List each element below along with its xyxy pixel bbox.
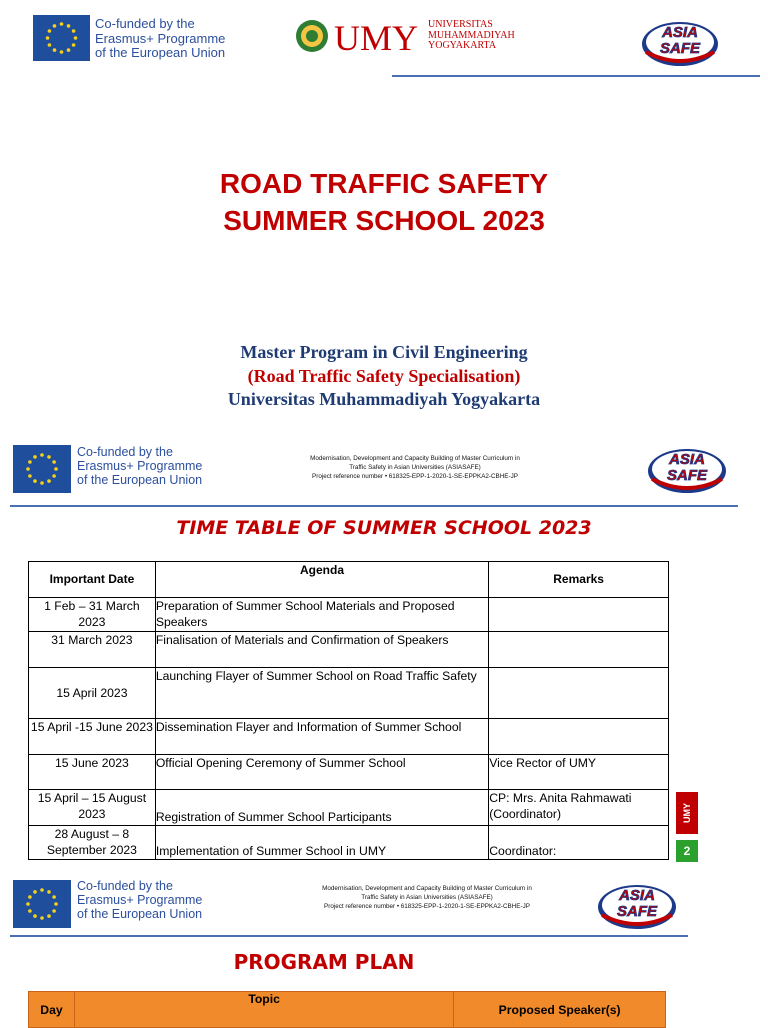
agenda-cell: Finalisation of Materials and Confirmation of Speakers xyxy=(155,632,488,668)
program-plan-title: PROGRAM PLAN xyxy=(233,950,415,974)
column-header-speaker: Proposed Speaker(s) xyxy=(454,992,666,1028)
header-rule-1 xyxy=(392,75,760,77)
header-page1 xyxy=(0,0,768,80)
umy-side-tab xyxy=(676,792,698,834)
svg-text:SAFE: SAFE xyxy=(666,467,708,484)
table-row xyxy=(29,790,669,826)
date-cell: 31 March 2023 xyxy=(29,632,156,668)
remarks-cell: CP: Mrs. Anita Rahmawati (Coordinator) xyxy=(489,790,669,826)
agenda-cell: Official Opening Ceremony of Summer School xyxy=(155,755,488,790)
remarks-cell xyxy=(489,719,669,755)
table-row xyxy=(29,598,669,632)
header-page2 xyxy=(0,440,768,510)
page-number: 2 xyxy=(683,844,691,858)
eu-line-3: of the European Union xyxy=(95,45,226,61)
asia-safe-logo xyxy=(640,12,720,70)
umy-name-block xyxy=(428,20,515,52)
svg-text:SAFE: SAFE xyxy=(616,903,658,920)
svg-text:ASIA: ASIA xyxy=(669,451,705,468)
remarks-cell xyxy=(489,632,669,668)
date-cell: 15 April -15 June 2023 xyxy=(29,719,156,755)
date-cell: 1 Feb – 31 March 2023 xyxy=(29,598,156,632)
umy-line-3: YOGYAKARTA xyxy=(428,40,497,51)
date-cell: 15 June 2023 xyxy=(29,755,156,790)
column-header-topic: Topic xyxy=(74,992,453,1028)
svg-text:ASIA: ASIA xyxy=(619,887,655,904)
eu-cofunded-text xyxy=(77,879,202,921)
eu-flag-icon xyxy=(13,880,71,928)
agenda-cell: Registration of Summer School Participants xyxy=(155,790,488,826)
project-line-1: Modernisation, Development and Capacity Building of Master Curriculum in xyxy=(310,455,520,462)
project-line-2: Traffic Safety in Asian Universities (ASIASAFE) xyxy=(361,894,493,902)
timetable-title: TIME TABLE OF SUMMER SCHOOL 2023 xyxy=(176,517,592,539)
eu-cofunded-text xyxy=(95,17,225,61)
project-line-3: Project reference number • 618325-EPP-1-2020-1-SE-EPPKA2-CBHE-JP xyxy=(312,473,518,481)
eu-line-2: Erasmus+ Programme xyxy=(95,30,226,46)
svg-text:UMY: UMY xyxy=(334,18,419,58)
remarks-cell: Coordinator: xyxy=(489,826,669,860)
program-plan-table xyxy=(28,991,666,1028)
remarks-cell xyxy=(489,598,669,632)
date-cell: 28 August – 8 September 2023 xyxy=(29,826,156,860)
umy-logo xyxy=(334,14,424,60)
umy-side-label: UMY xyxy=(682,803,692,823)
agenda-cell: Implementation of Summer School in UMY xyxy=(155,826,488,860)
column-header-remarks: Remarks xyxy=(489,562,669,598)
table-row xyxy=(29,668,669,719)
eu-line-2: Erasmus+ Programme xyxy=(77,459,203,473)
column-header-day: Day xyxy=(29,992,75,1028)
asia-safe-logo xyxy=(596,876,678,934)
page-number-badge xyxy=(676,840,698,862)
column-header-date: Important Date xyxy=(29,562,156,598)
agenda-cell: Preparation of Summer School Materials and Proposed Speakers xyxy=(155,598,488,632)
date-cell: 15 April 2023 xyxy=(29,668,156,719)
project-reference-block xyxy=(280,454,550,481)
asia-safe-logo xyxy=(646,440,728,498)
eu-line-1: Co-funded by the xyxy=(77,445,173,459)
eu-line-1: Co-funded by the xyxy=(77,879,173,893)
table-row xyxy=(29,755,669,790)
project-line-1: Modernisation, Development and Capacity Building of Master Curriculum in xyxy=(322,885,532,892)
program-line-3: Universitas Muhammadiyah Yogyakarta xyxy=(227,389,541,409)
svg-text:ASIA: ASIA xyxy=(662,24,698,41)
timetable xyxy=(28,561,669,860)
date-cell: 15 April – 15 August 2023 xyxy=(29,790,156,826)
eu-line-1: Co-funded by the xyxy=(95,16,195,31)
eu-flag-icon xyxy=(33,15,90,61)
agenda-cell: Launching Flayer of Summer School on Road Traffic Safety xyxy=(155,668,488,719)
table-header-row xyxy=(29,992,666,1028)
project-line-3: Project reference number • 618325-EPP-1-2020-1-SE-EPPKA2-CBHE-JP xyxy=(324,903,530,911)
eu-line-2: Erasmus+ Programme xyxy=(77,893,203,907)
project-reference-block xyxy=(292,884,562,911)
umy-seal-icon xyxy=(295,18,329,54)
header-rule-2 xyxy=(10,505,738,507)
table-row xyxy=(29,719,669,755)
cover-title-line-2: SUMMER SCHOOL 2023 xyxy=(223,205,545,236)
svg-text:SAFE: SAFE xyxy=(659,40,701,57)
table-row xyxy=(29,632,669,668)
program-line-2: (Road Traffic Safety Specialisation) xyxy=(247,366,521,386)
umy-line-1: UNIVERSITAS xyxy=(428,19,493,30)
header-rule-3 xyxy=(10,935,688,937)
project-line-2: Traffic Safety in Asian Universities (ASIASAFE) xyxy=(349,464,481,472)
table-row xyxy=(29,826,669,860)
header-page3 xyxy=(0,876,768,940)
table-header-row xyxy=(29,562,669,598)
umy-line-2: MUHAMMADIYAH xyxy=(428,29,515,41)
eu-flag-icon xyxy=(13,445,71,493)
remarks-cell xyxy=(489,668,669,719)
remarks-cell: Vice Rector of UMY xyxy=(489,755,669,790)
eu-cofunded-text xyxy=(77,445,202,487)
eu-line-3: of the European Union xyxy=(77,907,203,921)
cover-title-line-1: ROAD TRAFFIC SAFETY xyxy=(219,168,549,199)
agenda-cell: Dissemination Flayer and Information of Summer School xyxy=(155,719,488,755)
program-line-1: Master Program in Civil Engineering xyxy=(240,342,528,362)
column-header-agenda: Agenda xyxy=(155,562,488,598)
eu-line-3: of the European Union xyxy=(77,473,203,487)
